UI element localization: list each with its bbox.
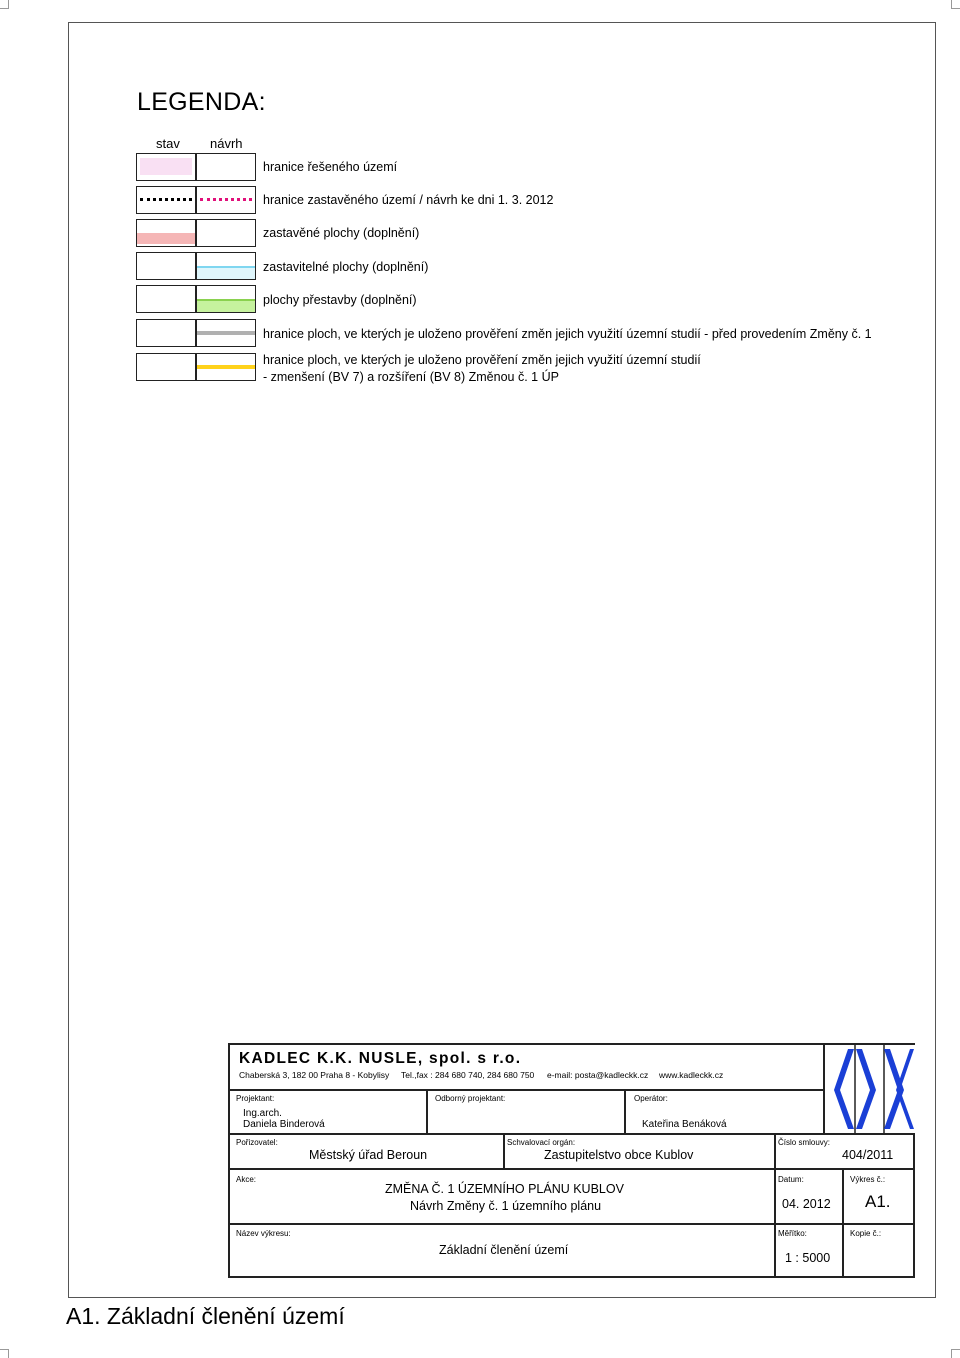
akce-line-1: ZMĚNA Č. 1 ÚZEMNÍHO PLÁNU KUBLOV [385,1182,624,1196]
legend-label: hranice řešeného území [263,160,398,174]
legend-swatch-navrh [196,353,256,381]
legend-swatch-navrh [196,186,256,214]
projektant-title: Ing.arch. [243,1108,282,1119]
legend-column-navrh: návrh [210,136,243,151]
legend-swatch-stav [136,219,196,247]
legend-row-hranice-reseneho-uzemi [136,153,836,181]
legend-row-hranice-ploch-studie-zmena [136,353,836,384]
nazev-vykresu-value: Základní členění území [439,1243,569,1257]
legend-title: LEGENDA: [137,88,266,116]
kopie-label: Kopie č.: [850,1229,882,1238]
title-block [228,1043,915,1278]
schvalovaci-organ-label: Schvalovací orgán: [507,1138,576,1147]
legend-swatch-stav [136,285,196,313]
legend-label: zastavitelné plochy (doplnění) [263,260,429,274]
legend-swatch-stav [136,319,196,347]
datum-label: Datum: [778,1175,804,1184]
kk-logo [826,1045,915,1133]
legend-swatch-navrh [196,252,256,280]
operator-label: Operátor: [634,1094,668,1103]
cislo-smlouvy-value: 404/2011 [842,1148,894,1162]
company-address: Chaberská 3, 182 00 Praha 8 - Kobylisy [239,1070,390,1080]
odborny-projektant-label: Odborný projektant: [435,1094,506,1103]
schvalovaci-organ-value: Zastupitelstvo obce Kublov [544,1148,694,1162]
vykres-label: Výkres č.: [850,1175,886,1184]
page-title: A1. Základní členění území [66,1303,345,1329]
legend-row-hranice-zastaveneho-uzemi [136,186,836,214]
porizovatel-value: Městský úřad Beroun [309,1148,428,1162]
corner-mark-bottom-left [0,1349,9,1358]
nazev-vykresu-label: Název výkresu: [236,1229,291,1238]
company-email: e-mail: posta@kadleckk.cz [547,1070,649,1080]
company-name: KADLEC K.K. NUSLE, spol. s r.o. [239,1050,522,1067]
legend-swatch-stav [136,153,196,181]
corner-mark-bottom-right [951,1349,960,1358]
operator-name: Kateřina Benáková [642,1119,727,1130]
legend-label-line2: - zmenšení (BV 7) a rozšíření (BV 8) Změnou č. 1 ÚP [263,370,559,384]
legend-label: hranice ploch, ve kterých je uloženo prověření změn jejich využití územní studií - před provedením Změny č. 1 [263,327,872,341]
company-web: www.kadleckk.cz [659,1070,724,1080]
legend-label: zastavěné plochy (doplnění) [263,226,420,240]
legend-swatch-stav [136,353,196,381]
porizovatel-label: Pořizovatel: [236,1138,278,1147]
legend-swatch-navrh [196,319,256,347]
legend-column-stav: stav [156,136,180,151]
legend-swatch-navrh [196,219,256,247]
cislo-smlouvy-label: Číslo smlouvy: [778,1138,831,1147]
datum-value: 04. 2012 [782,1197,831,1211]
legend-row-plochy-prestavby [136,285,836,313]
akce-label: Akce: [236,1175,257,1184]
company-phone: Tel.,fax : 284 680 740, 284 680 750 [401,1070,535,1080]
meritko-value: 1 : 5000 [785,1251,831,1265]
legend-row-hranice-ploch-studie [136,319,872,347]
vykres-value: A1. [865,1192,891,1211]
legend-swatch-navrh [196,285,256,313]
corner-mark-top-left [0,0,9,9]
legend-label: hranice ploch, ve kterých je uloženo prověření změn jejich využití územní studií [263,353,701,367]
legend-swatch-navrh [196,153,256,181]
akce-line-2: Návrh Změny č. 1 územního plánu [410,1199,602,1213]
legend-label: plochy přestavby (doplnění) [263,293,417,307]
legend-row-zastavitelne-plochy [136,252,836,280]
projektant-label: Projektant: [236,1094,275,1103]
meritko-label: Měřítko: [778,1229,807,1238]
legend-swatch-stav [136,186,196,214]
legend-label: hranice zastavěného území / návrh ke dni 1. 3. 2012 [263,193,554,207]
legend-row-zastavene-plochy [136,219,836,247]
projektant-name: Daniela Binderová [243,1119,325,1130]
corner-mark-top-right [951,0,960,9]
legend-swatch-stav [136,252,196,280]
